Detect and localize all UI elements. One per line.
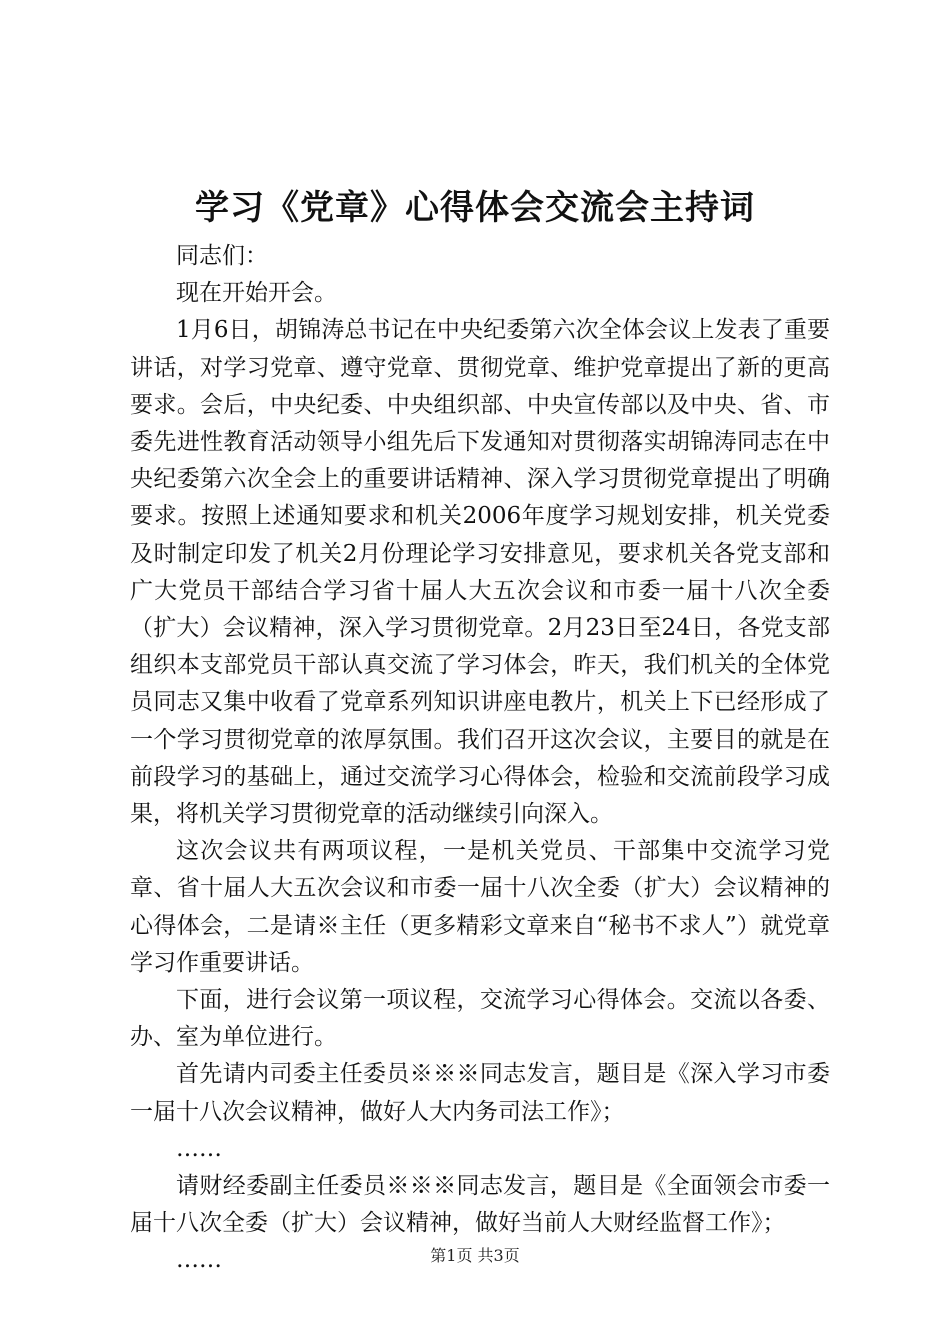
- page-footer: 第1页 共3页: [430, 1246, 520, 1265]
- paragraph-first-item: 下面，进行会议第一项议程，交流学习心得体会。交流以各委、办、室为单位进行。: [130, 987, 830, 1051]
- paragraph-speaker-2: 请财经委副主任委员※※※同志发言，题目是《全面领会市委一届十八次全委（扩大）会议精神，做好当前人大财经监督工作》；: [130, 1173, 830, 1237]
- document-body: [130, 238, 830, 1280]
- paragraph-background: 1月6日，胡锦涛总书记在中央纪委第六次全体会议上发表了重要讲话，对学习党章、遵守党章、贯彻党章、维护党章提出了新的更高要求。会后，中央纪委、中央组织部、中央宣传部以及中央、省、市委先进性教育活动领导小组先后下发通知对贯彻落实胡锦涛同志在中央纪委第六次全会上的重要讲话精神、深入学习贯彻党章提出了明确要求。按照上述通知要求和机关2006年度学习规划安排，机关党委及时制定印发了机关2月份理论学习安排意见，要求机关各党支部和广大党员干部结合学习省十届人大五次会议和市委一届十八次全委（扩大）会议精神，深入学习贯彻党章。2月23日至24日，各党支部组织本支部党员干部认真交流了学习体会，昨天，我们机关的全体党员同志又集中收看了党章系列知识讲座电教片，机关上下已经形成了一个学习贯彻党章的浓厚氛围。我们召开这次会议，主要目的就是在前段学习的基础上，通过交流学习心得体会，检验和交流前段学习成果，将机关学习贯彻党章的活动继续引向深入。: [130, 317, 830, 828]
- document-title: 学习《党章》心得体会交流会主持词: [195, 188, 755, 228]
- paragraph-opening: 现在开始开会。: [176, 280, 337, 307]
- paragraph-speaker-1: 首先请内司委主任委员※※※同志发言，题目是《深入学习市委一届十八次会议精神，做好人大内务司法工作》；: [130, 1061, 830, 1125]
- paragraph-agenda: 这次会议共有两项议程，一是机关党员、干部集中交流学习党章、省十届人大五次会议和市委一届十八次全委（扩大）会议精神的心得体会，二是请※主任（更多精彩文章来自“秘书不求人”）就党章学习作重要讲话。: [130, 838, 830, 976]
- paragraph-salutation: 同志们：: [176, 243, 268, 269]
- paragraph-ellipsis-1: ……: [176, 1135, 222, 1162]
- paragraph-ellipsis-2: ……: [176, 1247, 222, 1274]
